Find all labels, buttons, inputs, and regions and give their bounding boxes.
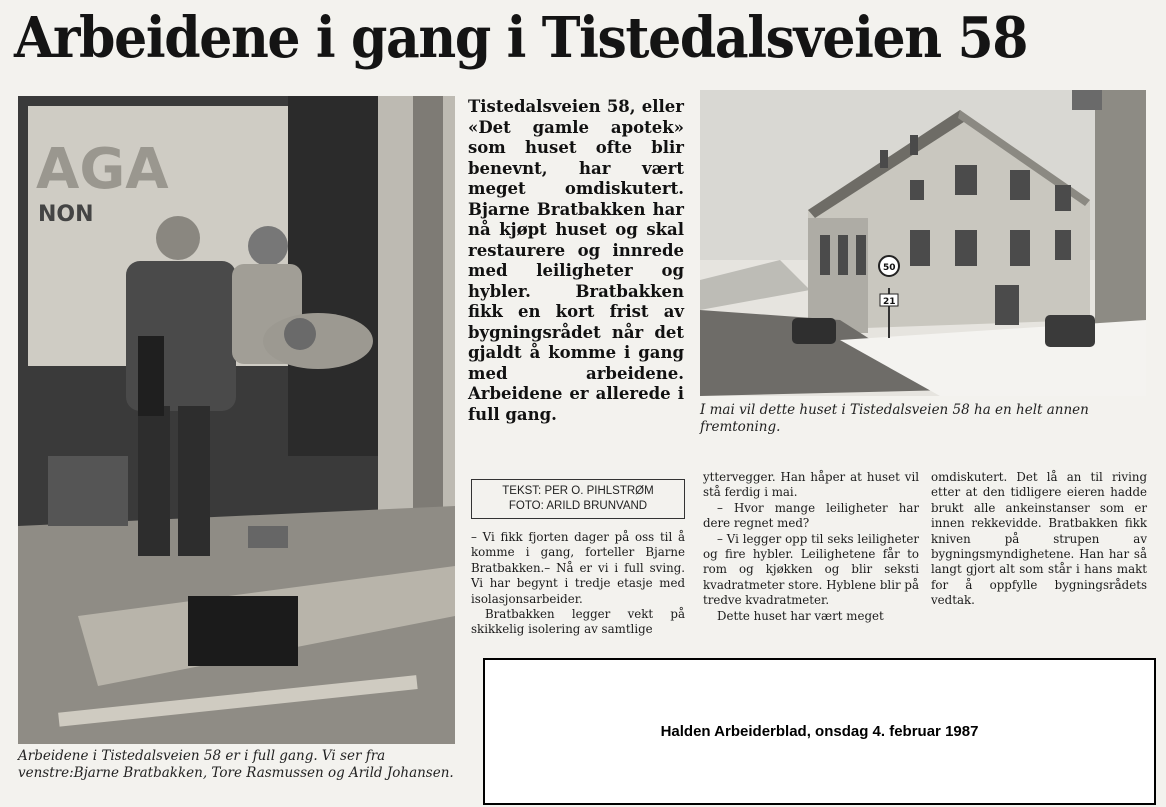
headline: Arbeidene i gang i Tistedalsveien 58 [14,5,1028,71]
workers-photo-caption: Arbeidene i Tistedalsveien 58 er i full gang. Vi ser fra venstre:Bjarne Bratbakken, Tore Rasmussen og Arild Johansen. [18,748,454,781]
lead-paragraph: Tistedalsveien 58, eller «Det gamle apotek» som huset ofte blir benevnt, har vært meget omdiskutert. Bjarne Bratbakken har nå kjøpt huset og skal restaurere og innrede med leiligheter og hybler. Bratbakken fikk en kort frist av bygningsrådet når det gjaldt å komme i gang med arbeidene. Arbeidene er allerede i full gang. [468,97,684,424]
body-column-3 [931,470,1147,609]
body-paragraph: omdiskutert. Det lå an til riving etter at den tidligere eieren hadde brukt alle ankeinstanser som er innen rekkevidde. Bratbakken fikk kniven på strupen av bygningsmyndighetene. Han har så langt gjort alt som står i hans makt for å oppfylle bygningsrådets vedtak. [931,470,1147,608]
body-paragraph: Bratbakken legger vekt på skikkelig isolering av samtlige [471,607,685,637]
body-paragraph: – Vi fikk fjorten dager på oss til å komme i gang, forteller Bjarne Bratbakken.– Nå er vi i full sving. Vi har begynt i tredje etasje med isolasjonsarbeider. [471,530,685,606]
speed-sign-label: 50 [883,263,896,273]
body-column-2 [703,470,919,624]
number-sign-label: 21 [883,297,896,307]
house-photo [700,90,1146,396]
text-credit: TEKST: PER O. PIHLSTRØM [502,485,654,497]
body-paragraph: – Vi legger opp til seks leiligheter og fire hybler. Leilighetene får to rom og kjøkken og blir seksti kvadratmeter store. Hyblene blir på tredve kvadratmeter. [703,531,919,608]
wall-letters-small: NON [38,202,94,227]
source-label: Halden Arbeiderblad, onsdag 4. februar 1987 [660,723,979,740]
body-paragraph: – Hvor mange leiligheter har dere regnet med? [703,500,919,531]
body-paragraph: yttervegger. Han håper at huset vil stå ferdig i mai. [703,470,919,500]
body-column-1 [471,530,685,638]
workers-photo [18,96,455,744]
byline-box [471,479,685,519]
wall-letters: AGA [36,137,169,202]
body-paragraph: Dette huset har vært meget [717,608,884,623]
house-photo-caption: I mai vil dette huset i Tistedalsveien 58 ha en helt annen fremtoning. [700,402,1089,435]
photo-credit: FOTO: ARILD BRUNVAND [508,500,648,512]
source-box [483,658,1156,805]
